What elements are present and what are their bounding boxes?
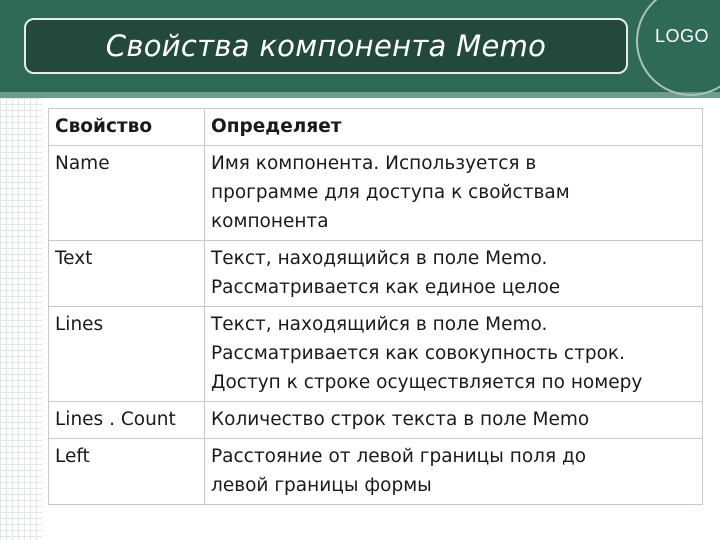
property-cell: Left: [49, 439, 205, 505]
description-line: Расстояние от левой границы поля до: [211, 446, 587, 467]
description-line: компонента: [211, 211, 329, 232]
table-row: [49, 307, 703, 402]
property-cell: Lines . Count: [49, 402, 205, 439]
description-cell: [205, 402, 703, 439]
banner-strip: [0, 92, 720, 98]
description-cell: [205, 307, 703, 402]
description-line: программе для доступа к свойствам: [211, 182, 570, 203]
description-cell: [205, 439, 703, 505]
property-cell: Name: [49, 146, 205, 241]
description-cell: [205, 241, 703, 307]
header-defines: Определяет: [205, 109, 703, 146]
property-cell: Lines: [49, 307, 205, 402]
property-cell: Text: [49, 241, 205, 307]
description-line: Рассматривается как единое целое: [211, 277, 561, 298]
description-line: Доступ к строке осуществляется по номеру: [211, 372, 643, 393]
logo: LOGO: [654, 26, 709, 46]
slide-title: Свойства компонента Memo: [105, 29, 547, 63]
description-cell: [205, 146, 703, 241]
description-line: левой границы формы: [211, 475, 432, 496]
table-row: [49, 439, 703, 505]
left-grid-decoration: [0, 98, 42, 540]
table-row: [49, 146, 703, 241]
description-line: Имя компонента. Используется в: [211, 153, 537, 174]
description-line: Количество строк текста в поле Memo: [211, 409, 590, 430]
header-property: Свойство: [49, 109, 205, 146]
table-header-row: [49, 109, 703, 146]
properties-table: [48, 108, 703, 505]
description-line: Рассматривается как совокупность строк.: [211, 343, 625, 364]
title-box: [24, 18, 628, 74]
description-line: Текст, находящийся в поле Memo.: [211, 248, 548, 269]
table-row: [49, 241, 703, 307]
description-line: Текст, находящийся в поле Memo.: [211, 314, 548, 335]
table-row: [49, 402, 703, 439]
